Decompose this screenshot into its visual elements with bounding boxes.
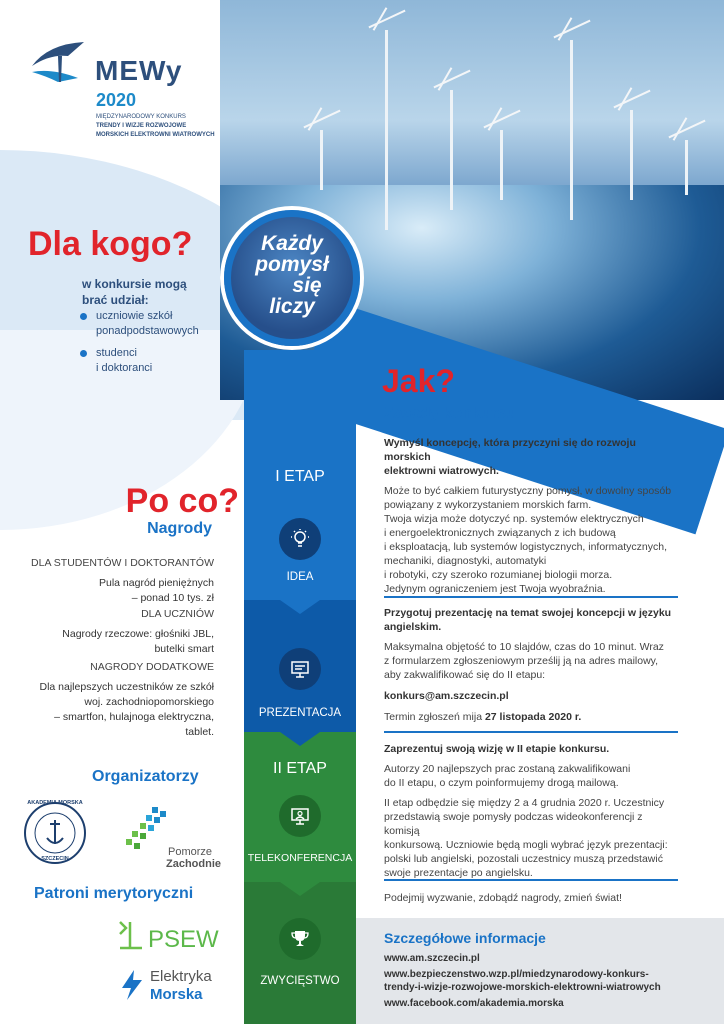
pomorze-line2: Zachodnie — [166, 858, 222, 870]
bezpieczenstwo-link-line2[interactable]: trendy-i-wizje-rozwojowe-morskich-elektrowni-wiatrowych — [384, 982, 661, 993]
rules-text: Wymyśl koncepcję, która przyczyni się do rozwoju morskich — [384, 437, 636, 463]
am-logo-text: AKADEMIA MORSKA — [27, 800, 83, 806]
prize-description: woj. zachodniopomorskiego — [84, 696, 214, 708]
elektryka-line1: Elektryka — [150, 968, 212, 985]
audience-item-line: i doktoranci — [96, 362, 153, 374]
prize-category-additional — [40, 660, 215, 740]
wind-turbine-icon — [385, 30, 388, 230]
rules-text: Twoja wizja może dotyczyć np. systemów elektrycznych — [384, 513, 644, 525]
rules-text: mechaniki, diagnostyki, automatyki — [384, 555, 547, 567]
rules-text: konkursową. Uczniowie będą mogli wybrać język prezentacji: — [384, 839, 668, 851]
prize-description: tablet. — [185, 726, 214, 738]
divider — [384, 596, 678, 598]
rules-text: Jedynym ograniczeniem jest Twoja wyobraźnia. — [384, 583, 606, 595]
am-logo-city: SZCZECIN — [41, 856, 69, 862]
audience-item-students — [80, 346, 152, 376]
info-heading: Szczegółowe informacje — [384, 930, 546, 946]
logo-year: 2020 — [96, 90, 137, 110]
bezpieczenstwo-link-line1[interactable]: www.bezpieczenstwo.wzp.pl/miedzynarodowy-konkurs- — [384, 969, 649, 980]
prezentacja-label: PREZENTACJA — [258, 707, 342, 719]
trophy-icon — [279, 918, 321, 960]
arrow-down-icon — [280, 882, 320, 896]
slogan-line: Każdy — [261, 232, 323, 255]
prize-description: Dla najlepszych uczestników ze szkół — [39, 681, 214, 693]
teleconference-icon — [279, 795, 321, 837]
mewy-logo-icon — [28, 38, 88, 84]
dla-kogo-intro-line1: w konkursie mogą — [82, 277, 187, 291]
psew-logo-icon — [116, 918, 146, 952]
rules-paragraph-3 — [384, 742, 678, 880]
slogan-line: pomysł — [255, 253, 329, 276]
prize-category-title: DLA UCZNIÓW — [141, 608, 214, 620]
rules-text: elektrowni wiatrowych. — [384, 465, 499, 477]
wind-turbine-icon — [500, 130, 503, 200]
zasady-subheading: Zasady konkursu — [384, 405, 516, 422]
website-link[interactable]: www.am.szczecin.pl — [384, 953, 480, 964]
rules-text: aby zakwalifikować się do II etapu: — [384, 669, 546, 681]
elektryka-morska-logo-icon — [118, 968, 146, 1002]
rules-text: angielskim. — [384, 621, 442, 633]
prize-description: – smartfon, hulajnoga elektryczna, — [54, 711, 214, 723]
rules-text: z formularzem zgłoszeniowym prześlij ją na adres mailowy, — [384, 655, 659, 667]
elektryka-line2: Morska — [150, 986, 203, 1003]
logo-subtitle-line3: MORSKICH ELEKTROWNI WIATROWYCH — [96, 132, 215, 138]
call-to-action: Podejmij wyzwanie, zdobądź nagrody, zmień świat! — [384, 892, 622, 904]
logo-title: MEWy — [95, 55, 183, 86]
rules-paragraph-2 — [384, 606, 678, 724]
prize-description: – ponad 10 tys. zł — [131, 592, 214, 604]
lightbulb-icon — [279, 518, 321, 560]
jak-heading: Jak? — [382, 363, 455, 399]
rules-text: Maksymalna objętość to 10 slajdów, czas do 10 minut. Wraz — [384, 641, 664, 653]
rules-text: II etap odbędzie się między 2 a 4 grudnia 2020 r. Uczestnicy — [384, 797, 665, 809]
prize-category-title: DLA STUDENTÓW I DOKTORANTÓW — [31, 557, 214, 569]
po-co-heading: Po co? — [125, 482, 239, 520]
prize-category-students — [31, 556, 214, 606]
stage2-label: II ETAP — [273, 760, 327, 777]
psew-logo-text: PSEW — [148, 926, 219, 953]
prize-description: Nagrody rzeczowe: głośniki JBL, — [62, 628, 214, 640]
telekonferencja-label: TELEKONFERENCJA — [247, 852, 353, 864]
organizers-heading: Organizatorzy — [92, 768, 199, 785]
audience-item-pupils — [80, 309, 199, 339]
presentation-screen-icon — [279, 648, 321, 690]
dla-kogo-heading: Dla kogo? — [28, 225, 193, 263]
facebook-link[interactable]: www.facebook.com/akademia.morska — [384, 998, 564, 1009]
deadline-date: 27 listopada 2020 r. — [484, 711, 582, 723]
rules-text: do II etapu, o czym poinformujemy drogą mailową. — [384, 777, 619, 789]
arrow-down-icon — [280, 600, 320, 614]
rules-text: powiązany z wykorzystaniem morskich farm. — [384, 499, 592, 511]
slogan-line: liczy — [269, 295, 315, 318]
divider — [384, 879, 678, 881]
logo-subtitle-line1: MIĘDZYNARODOWY KONKURS — [96, 114, 186, 120]
rules-text: Przygotuj prezentację na temat swojej koncepcji w języku — [384, 607, 672, 619]
pomorze-zachodnie-logo — [122, 805, 172, 855]
wind-turbine-icon — [450, 90, 453, 210]
rules-text: przedstawią swoje pomysły podczas wideokonferencji z komisją — [384, 811, 643, 837]
rules-text: swoje prezentacje po angielsku. — [384, 867, 533, 879]
wind-turbine-icon — [320, 130, 323, 190]
zwyciestwo-label: ZWYCIĘSTWO — [260, 975, 340, 987]
contact-email-link[interactable]: konkurs@am.szczecin.pl — [384, 690, 509, 702]
stage1-label: I ETAP — [275, 468, 325, 485]
wind-turbine-icon — [685, 140, 688, 195]
prize-category-pupils — [62, 607, 214, 657]
wind-turbine-icon — [570, 40, 573, 220]
audience-item-line: studenci — [96, 347, 137, 359]
idea-label: IDEA — [286, 571, 314, 583]
deadline-prefix: Termin zgłoszeń mija — [384, 711, 485, 723]
pomorze-line1: Pomorze — [168, 846, 213, 858]
rules-text: i robotyki, czy szeroko rozumianej biologii morza. — [384, 569, 613, 581]
divider — [384, 731, 678, 733]
rules-paragraph-1 — [384, 436, 678, 596]
prize-description: butelki smart — [154, 643, 214, 655]
audience-item-line: uczniowie szkół — [96, 310, 173, 322]
rules-text: i energoelektronicznych związanych z ich budową — [384, 527, 616, 539]
audience-item-line: ponadpodstawowych — [96, 325, 199, 337]
rules-text: polski lub angielski, pozostali uczestnicy muszą przedstawić — [384, 853, 663, 865]
wind-turbine-icon — [630, 110, 633, 200]
slogan-line: się — [292, 274, 322, 297]
nagrody-subheading: Nagrody — [147, 520, 212, 537]
rules-text: Może to być całkiem futurystyczny pomysł, w dowolny sposób — [384, 485, 672, 497]
dla-kogo-intro-line2: brać udział: — [82, 293, 149, 307]
rules-text: Autorzy 20 najlepszych prac zostaną zakwalifikowani — [384, 763, 631, 775]
rules-text: Zaprezentuj swoją wizję w II etapie konkursu. — [384, 743, 610, 755]
patrons-heading: Patroni merytoryczni — [34, 885, 194, 902]
rules-text: i eksploatacją, lub systemów logistycznych, informatycznych, — [384, 541, 668, 553]
prize-category-title: NAGRODY DODATKOWE — [90, 661, 214, 673]
slogan-text — [230, 233, 354, 317]
logo-subtitle-line2: TRENDY I WIZJE ROZWOJOWE — [96, 123, 187, 129]
prize-description: Pula nagród pieniężnych — [99, 577, 214, 589]
arrow-down-icon — [280, 732, 320, 746]
